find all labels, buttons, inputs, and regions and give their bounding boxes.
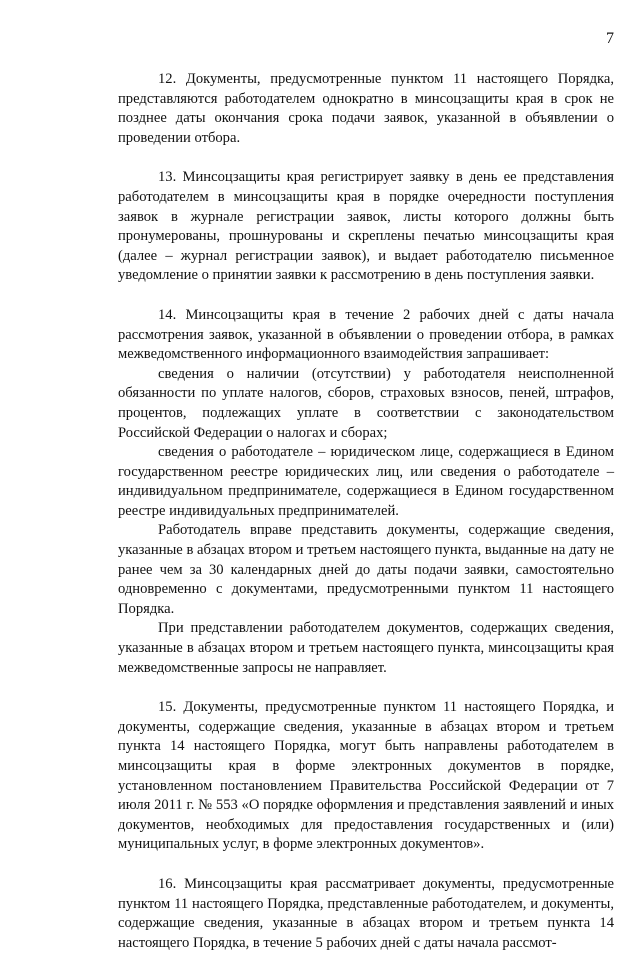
paragraph-14-tax-info: сведения о наличии (отсутствии) у работодателя неисполненной обязанности по уплате налогов, сборов, страховых взносов, пеней, штрафов, процентов, подлежащих уплате в соответствии с законодательством Российской Федерации о налогах и сборах; [118,365,614,441]
paragraph-13: 13. Минсоцзащиты края регистрирует заявку в день ее представления работодателем в минсоцзащиты края в порядке очередности поступления заявок в журнале регистрации заявок, листы которого должны быть пронумерованы, прошнурованы и скреплены печатью минсоцзащиты края (далее – журнал регистрации заявок), и выдает работодателю письменное уведомление о принятии заявки к рассмотрению в день поступления заявки. [118,169,614,284]
paragraph-16: 16. Минсоцзащиты края рассматривает документы, предусмотренные пунктом 11 настоящего Порядка, представленные работодателем, и документы, содержащие сведения, указанные в абзацах втором и третьем пункта 14 настоящего Порядка, в течение 5 рабочих дней с даты начала рассмот- [118,875,614,951]
paragraph-15: 15. Документы, предусмотренные пунктом 11 настоящего Порядка, и документы, содержащие сведения, указанные в абзацах втором и третьем пункта 14 настоящего Порядка, могут быть направлены работодателем в минсоцзащиты края в форме электронных документов в порядке, установленном постановлением Правительства Российской Федерации от 7 июля 2011 г. № 553 «О порядке оформления и представления заявлений и иных документов, необходимых для предоставления государственных и (или) муниципальных услуг, в форме электронных документов». [118,699,614,853]
paragraph-14-registry-info: сведения о работодателе – юридическом лице, содержащиеся в Едином государственном реестре юридических лиц, или сведения о работодателе – индивидуальном предпринимателе, содержащиеся в Едином государственном реестре индивидуальных предпринимателей. [118,444,614,519]
paragraph-12: 12. Документы, предусмотренные пунктом 11 настоящего Порядка, представляются работодателем однократно в минсоцзащиты края в срок не позднее даты окончания срока подачи заявок, указанной в объявлении о проведении отбора. [118,71,614,146]
paragraph-14-no-requests: При представлении работодателем документов, содержащих сведения, указанные в абзацах втором и третьем настоящего пункта, минсоцзащиты края межведомственные запросы не направляет. [118,620,614,676]
page-number: 7 [606,30,614,47]
paragraph-14: 14. Минсоцзащиты края в течение 2 рабочих дней с даты начала рассмотрения заявок, указанной в объявлении о проведении отбора, в рамках межведомственного информационного взаимодействия запрашивает: [118,306,614,363]
paragraph-14-employer-right: Работодатель вправе представить документы, содержащие сведения, указанные в абзацах втором и третьем настоящего пункта, выданные на дату не ранее чем за 30 календарных дней до даты подачи заявки, самостоятельно одновременно с документами, предусмотренными пунктом 11 настоящего Порядка. [118,522,614,617]
document-body [118,70,614,953]
